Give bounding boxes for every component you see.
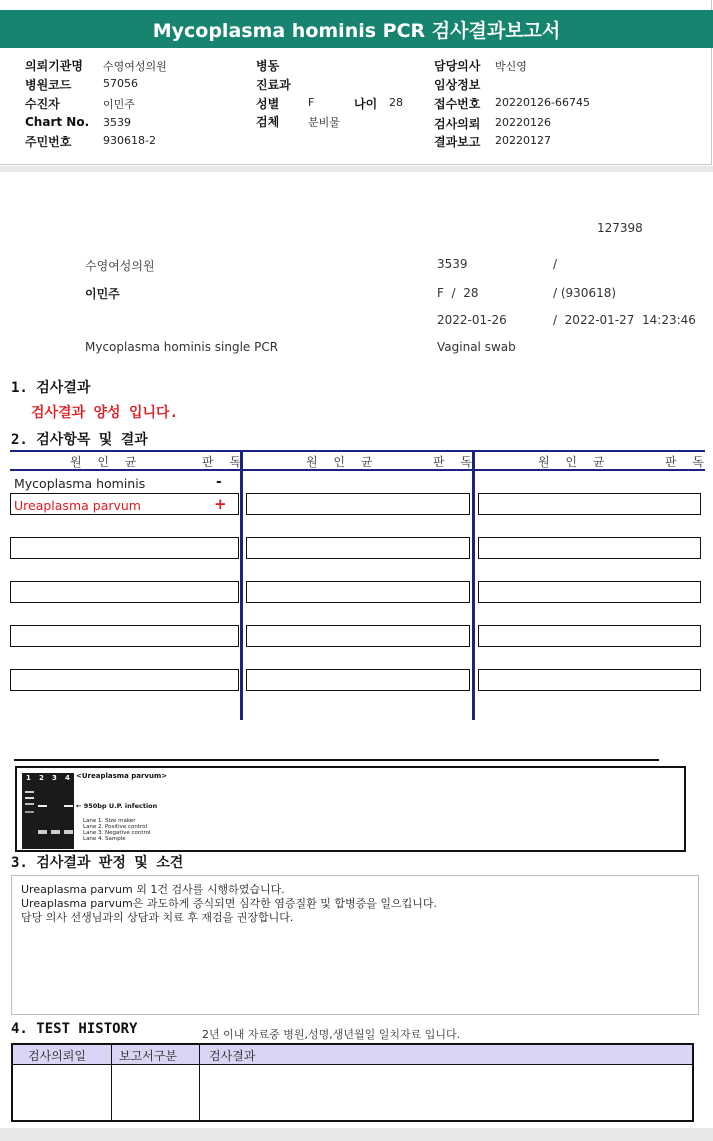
info-request-date: 2022-01-26 — [437, 313, 507, 327]
receipt-no-label: 접수번호 — [434, 97, 481, 111]
empty-result-box — [10, 625, 239, 647]
empty-result-box — [10, 669, 239, 691]
gel-title: <Ureaplasma parvum> — [76, 772, 168, 780]
gel-lane-4: 4 — [65, 774, 70, 782]
gel-band — [25, 797, 34, 799]
receipt-no-value: 20220126-66745 — [495, 96, 590, 109]
empty-result-box — [478, 581, 701, 603]
info-birth: / (930618) — [553, 286, 617, 300]
remarks-line-3: 담당 의사 선생님과의 상담과 치료 후 재검을 권장합니다. — [21, 911, 294, 924]
history-note: 2년 이내 자료중 병원,성명,생년월일 일치자료 입니다. — [202, 1028, 461, 1041]
empty-result-box — [246, 537, 470, 559]
empty-result-box — [246, 625, 470, 647]
hospital-code-value: 57056 — [103, 77, 138, 90]
history-col-result: 검사결과 — [209, 1049, 256, 1063]
empty-result-box — [246, 493, 470, 515]
page-separator — [0, 166, 713, 172]
remarks-line-1: Ureaplasma parvum 외 1건 검사를 시행하였습니다. — [21, 883, 285, 896]
gel-band — [25, 811, 34, 813]
gel-band — [64, 805, 73, 807]
gel-arrow-label: ← 950bp U.P. infection — [76, 802, 158, 810]
gel-legend-1: Lane 1. Size maker — [83, 818, 136, 824]
gel-lane-1: 1 — [26, 774, 31, 782]
col2-judge-header: 판 독 — [433, 455, 478, 469]
gel-top-rule — [14, 759, 659, 761]
age-value: 28 — [389, 96, 403, 109]
resident-no-label: 주민번호 — [25, 135, 72, 149]
remarks-line-2: Ureaplasma parvum은 과도하게 증식되면 심각한 염증질환 및 합병증을 일으킵니다. — [21, 897, 437, 910]
history-table — [11, 1043, 694, 1122]
col1-judge-header: 판 독 — [202, 455, 247, 469]
gel-lane-3: 3 — [52, 774, 57, 782]
clinical-info-label: 임상정보 — [434, 78, 481, 92]
col3-pathogen-header: 원 인 균 — [538, 455, 611, 469]
gel-band — [38, 830, 47, 834]
info-sex-age: F / 28 — [437, 286, 479, 300]
result-table-divider-1 — [240, 450, 243, 720]
section2-title: 2. 검사항목 및 결과 — [11, 432, 148, 448]
sex-value: F — [308, 96, 315, 109]
info-clinic: 수영여성의원 — [85, 259, 155, 273]
section3-title: 3. 검사결과 판정 및 소견 — [11, 855, 184, 871]
empty-result-box — [478, 625, 701, 647]
section4-title: 4. TEST HISTORY — [11, 1021, 138, 1037]
request-date-value: 20220126 — [495, 116, 551, 129]
gel-photo — [22, 773, 74, 849]
gel-lane-2: 2 — [39, 774, 44, 782]
gel-legend-3: Lane 3. Negative control — [83, 830, 151, 836]
info-patient-name: 이민주 — [85, 287, 120, 301]
result-table-divider-2 — [472, 450, 475, 720]
history-col-report-type: 보고서구분 — [119, 1049, 177, 1063]
result-row-pathogen-positive: Ureaplasma parvum — [14, 498, 141, 513]
info-specimen: Vaginal swab — [437, 340, 516, 354]
result-row-judge-positive: + — [214, 495, 227, 513]
age-label: 나이 — [354, 97, 378, 111]
remarks-box — [11, 875, 699, 1015]
doctor-value: 박신영 — [495, 60, 527, 73]
hospital-code-label: 병원코드 — [25, 78, 72, 92]
result-row-pathogen: Mycoplasma hominis — [14, 476, 146, 491]
result-row-judge: - — [216, 474, 222, 490]
patient-label: 수진자 — [25, 97, 60, 111]
hospital-name-label: 의뢰기관명 — [25, 59, 83, 73]
gel-band — [64, 830, 73, 834]
gel-image-frame — [15, 766, 686, 852]
empty-result-box — [478, 669, 701, 691]
report-date-label: 결과보고 — [434, 135, 481, 149]
chart-no-value: 3539 — [103, 116, 131, 129]
report-title: Mycoplasma hominis PCR 검사결과보고서 — [0, 10, 713, 48]
resident-no-value: 930618-2 — [103, 134, 156, 147]
chart-no-label: Chart No. — [25, 115, 90, 129]
history-col-request-date: 검사의뢰일 — [28, 1049, 86, 1063]
request-date-label: 검사의뢰 — [434, 117, 481, 131]
gel-legend-2: Lane 2. Positive control — [83, 824, 148, 830]
sex-label: 성별 — [256, 97, 280, 111]
info-slash: / — [553, 257, 558, 271]
empty-result-box — [10, 581, 239, 603]
empty-result-box — [246, 669, 470, 691]
hospital-name-value: 수영여성의원 — [103, 60, 167, 73]
gel-legend-4: Lane 4. Sample — [83, 836, 126, 842]
info-test-name: Mycoplasma hominis single PCR — [85, 340, 279, 354]
empty-result-box — [246, 581, 470, 603]
section1-title: 1. 검사결과 — [11, 380, 91, 396]
specimen-label: 검체 — [256, 115, 280, 129]
doctor-label: 담당의사 — [434, 59, 481, 73]
col1-pathogen-header: 원 인 균 — [70, 455, 143, 469]
empty-result-box — [478, 493, 701, 515]
patient-value: 이민주 — [103, 98, 135, 111]
gel-band — [51, 830, 60, 834]
page-bottom-separator — [0, 1128, 713, 1141]
gel-band — [25, 803, 34, 805]
empty-result-box — [478, 537, 701, 559]
col3-judge-header: 판 독 — [665, 455, 710, 469]
empty-result-box — [10, 537, 239, 559]
report-date-value: 20220127 — [495, 134, 551, 147]
section1-result: 검사결과 양성 입니다. — [31, 405, 179, 421]
col2-pathogen-header: 원 인 균 — [306, 455, 379, 469]
department-label: 진료과 — [256, 78, 291, 92]
specimen-value: 분비물 — [308, 116, 340, 129]
info-chart: 3539 — [437, 257, 468, 271]
info-report-datetime: / 2022-01-27 14:23:46 — [553, 313, 696, 327]
gel-band — [25, 791, 34, 793]
report-number: 127398 — [597, 221, 643, 235]
gel-band — [38, 805, 47, 807]
result-table-top-border — [10, 450, 705, 452]
ward-label: 병동 — [256, 59, 280, 73]
